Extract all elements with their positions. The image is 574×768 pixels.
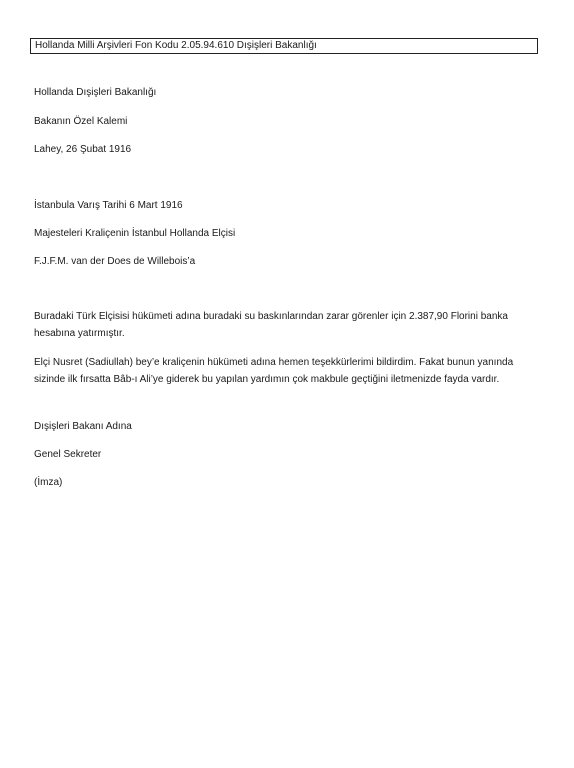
place-date: Lahey, 26 Şubat 1916 <box>34 144 132 155</box>
ministry-name: Hollanda Dışişleri Bakanlığı <box>34 87 157 98</box>
private-office: Bakanın Özel Kalemi <box>34 116 128 127</box>
arrival-date: İstanbula Varış Tarihi 6 Mart 1916 <box>34 200 183 211</box>
closing-signatory-title: Genel Sekreter <box>34 449 102 460</box>
archive-reference-text: Hollanda Milli Arşivleri Fon Kodu 2.05.94.610 Dışişleri Bakanlığı <box>35 40 317 51</box>
closing-signature: (İmza) <box>34 477 63 488</box>
closing-on-behalf: Dışişleri Bakanı Adına <box>34 421 132 432</box>
archive-reference-box <box>30 38 538 54</box>
body-paragraph-2: Elçi Nusret (Sadiullah) bey’e kraliçenin hükümeti adına hemen teşekkürlerimi bildirdim. Fakat bunun yanında sizinde ilk fırsatta Bâb-ı Ali’ye giderek bu yapılan yardımın çok makbule geçtiğini iletmenizde fayda vardır. <box>34 357 514 385</box>
recipient-name: F.J.F.M. van der Does de Willebois’a <box>34 256 196 267</box>
body-paragraph-1: Buradaki Türk Elçisisi hükümeti adına buradaki su baskınlarından zarar görenler için 2.387,90 Florini banka hesabına yatırmıştır. <box>34 311 508 339</box>
recipient-title: Majesteleri Kraliçenin İstanbul Hollanda Elçisi <box>34 228 236 239</box>
